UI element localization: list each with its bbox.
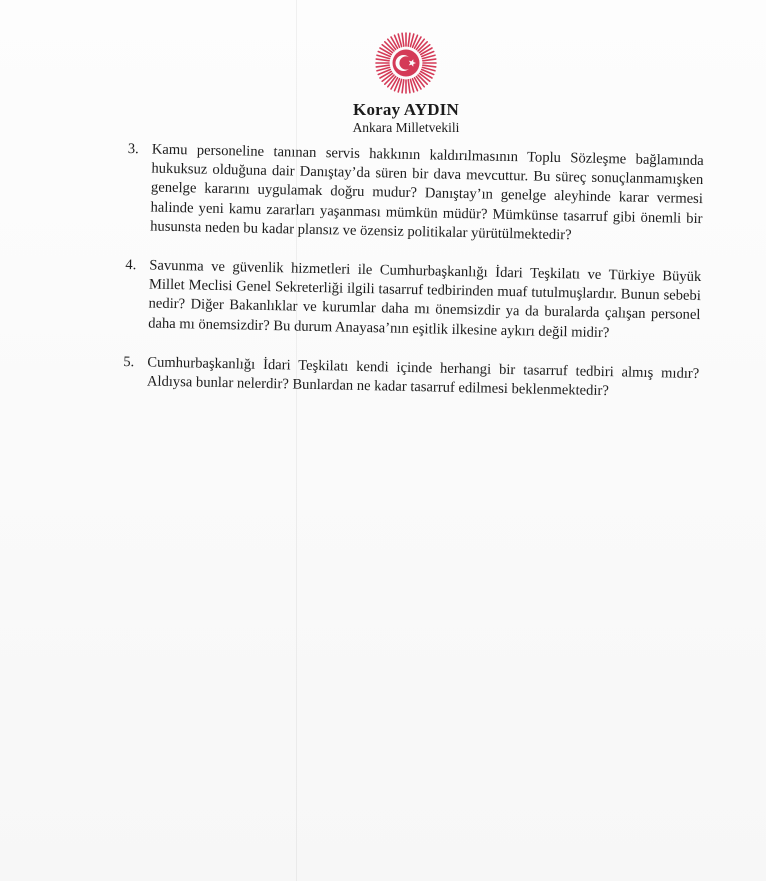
question-item: [123, 353, 700, 403]
question-text: Kamu personeline tanınan servis hakkının kaldırılmasının Toplu Sözleşme bağlamında hukuksuz olduğuna dair Danıştay’da süren bir dava mevcuttur. Bu süreç sonuçlanmamışken genelge kararını uygulamak doğru mudur? Danıştay’ın genelge aleyhinde karar vermesi halinde yeni kamu zararları yaşanması mümkün müdür? Mümkünse tasarruf gibi önemli bir husunsta neden bu kadar plansız ve özensiz politikalar yürütülmektedir?: [150, 141, 704, 244]
question-text: Savunma ve güvenlik hizmetleri ile Cumhurbaşkanlığı İdari Teşkilatı ve Türkiye Büyük Millet Meclisi Genel Sekreterliği ilgili tasarruf tedbirinden muaf tutulmuşlardır. Bunun sebebi nedir? Diğer Bakanlıklar ve kurumlar daha mı önemsizdir ya da buralarda çalışan personel daha mı önemsizdir? Bu durum Anayasa’nın eşitlik ilkesine aykırı değil midir?: [148, 257, 702, 341]
question-list: [122, 140, 704, 423]
letterhead: [0, 32, 766, 136]
question-number: 5.: [123, 353, 135, 371]
question-text: Cumhurbaşkanlığı İdari Teşkilatı kendi içinde herhangi bir tasarruf tedbiri almış mıdır? Aldıysa bunlar nelerdir? Bunlardan ne kadar tasarruf edilmesi beklenmektedir?: [146, 354, 700, 400]
question-item: [124, 256, 701, 345]
parliament-seal-icon: [375, 32, 437, 94]
question-item: [126, 140, 704, 248]
deputy-name: Koray AYDIN: [353, 100, 459, 119]
question-number: 3.: [127, 140, 139, 158]
deputy-constituency: Ankara Milletvekili: [352, 120, 460, 135]
question-number: 4.: [125, 256, 137, 274]
